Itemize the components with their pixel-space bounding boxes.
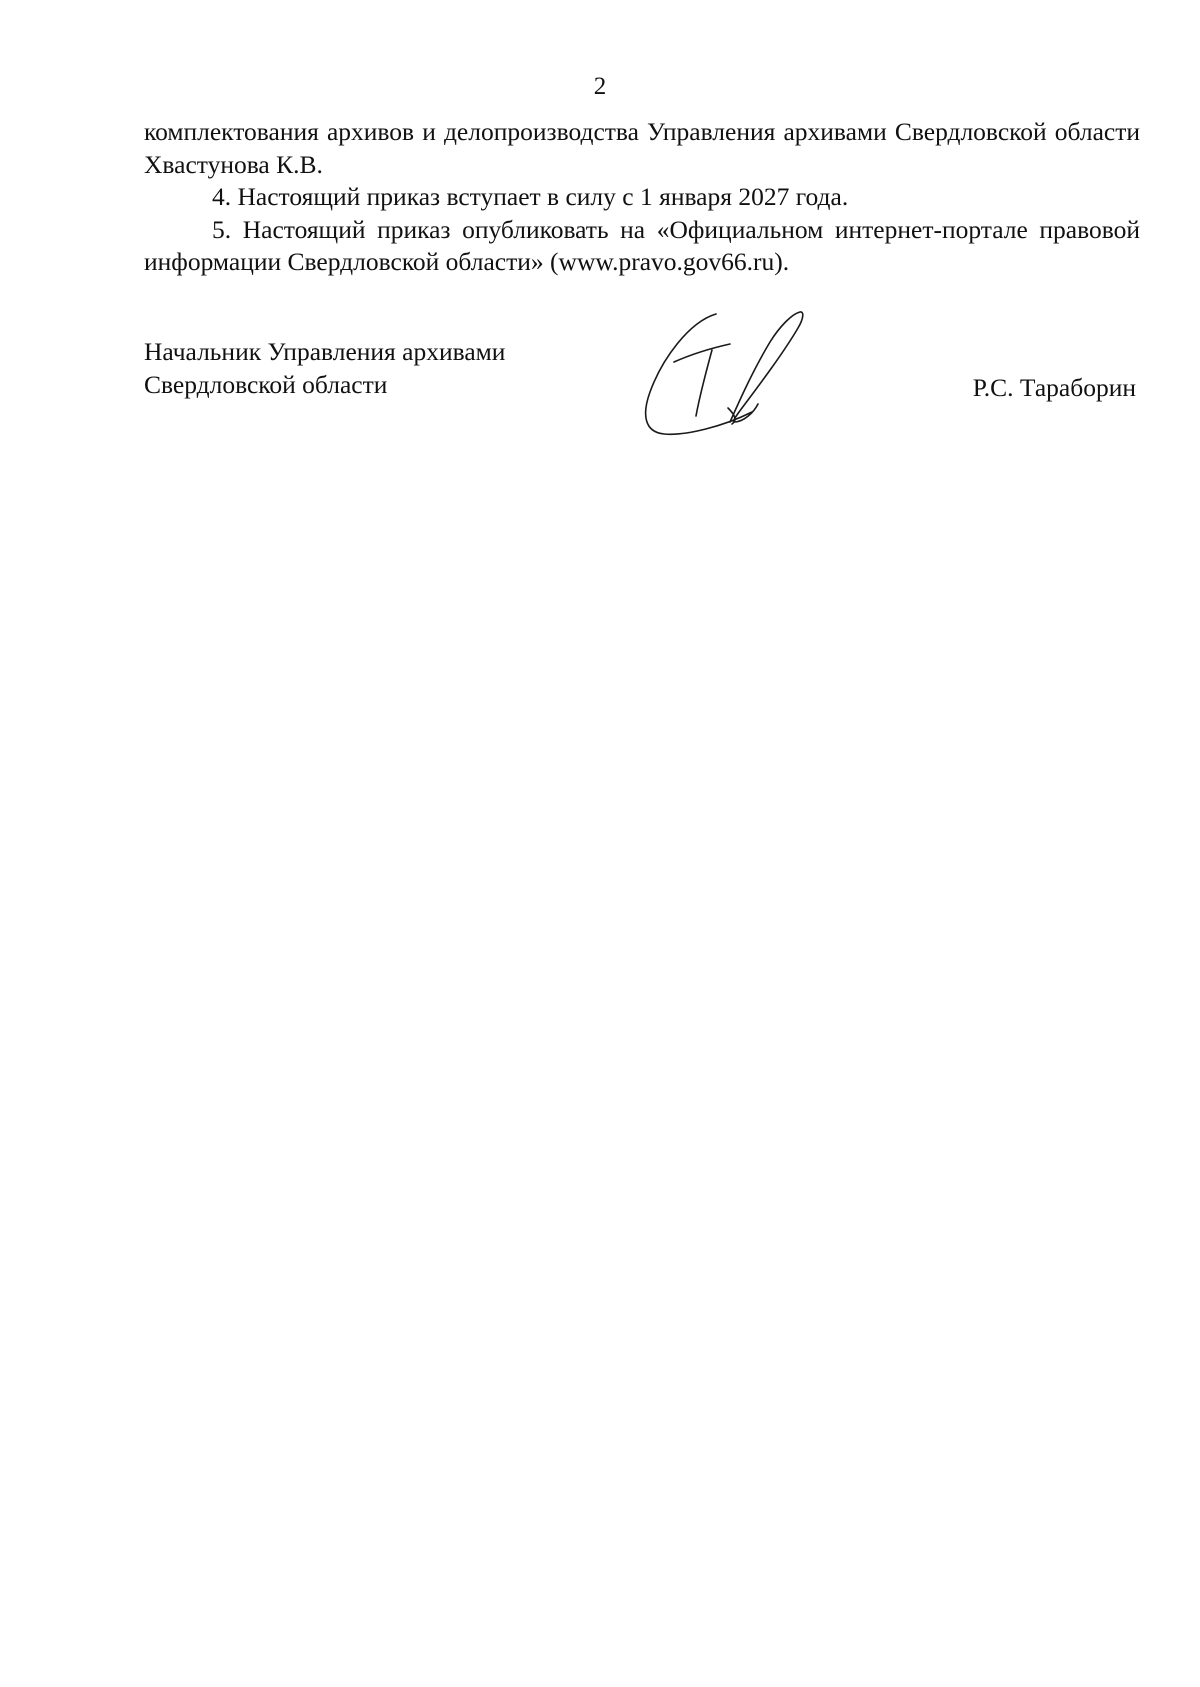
- signer-name: Р.С. Тараборин: [972, 373, 1136, 402]
- signer-position-line-1: Начальник Управления архивами: [144, 337, 506, 366]
- paragraph-item-4: 4. Настоящий приказ вступает в силу с 1 января 2027 года.: [212, 182, 849, 211]
- paragraph-item-5: 5. Настоящий приказ опубликовать на «Официальном интернет-портале правовой информации Свердловской области» (www.pravo.gov66.ru).: [144, 214, 1140, 276]
- signature-block: [144, 336, 1140, 466]
- paragraph-continuation: комплектования архивов и делопроизводства Управления архивами Свердловской области Хвастунова К.В.: [144, 117, 1140, 179]
- signer-position-line-2: Свердловской области: [144, 369, 388, 399]
- document-body: [144, 116, 1140, 279]
- handwritten-signature-icon: [634, 304, 834, 444]
- signer-position: [144, 336, 624, 401]
- page-number: 2: [593, 73, 607, 100]
